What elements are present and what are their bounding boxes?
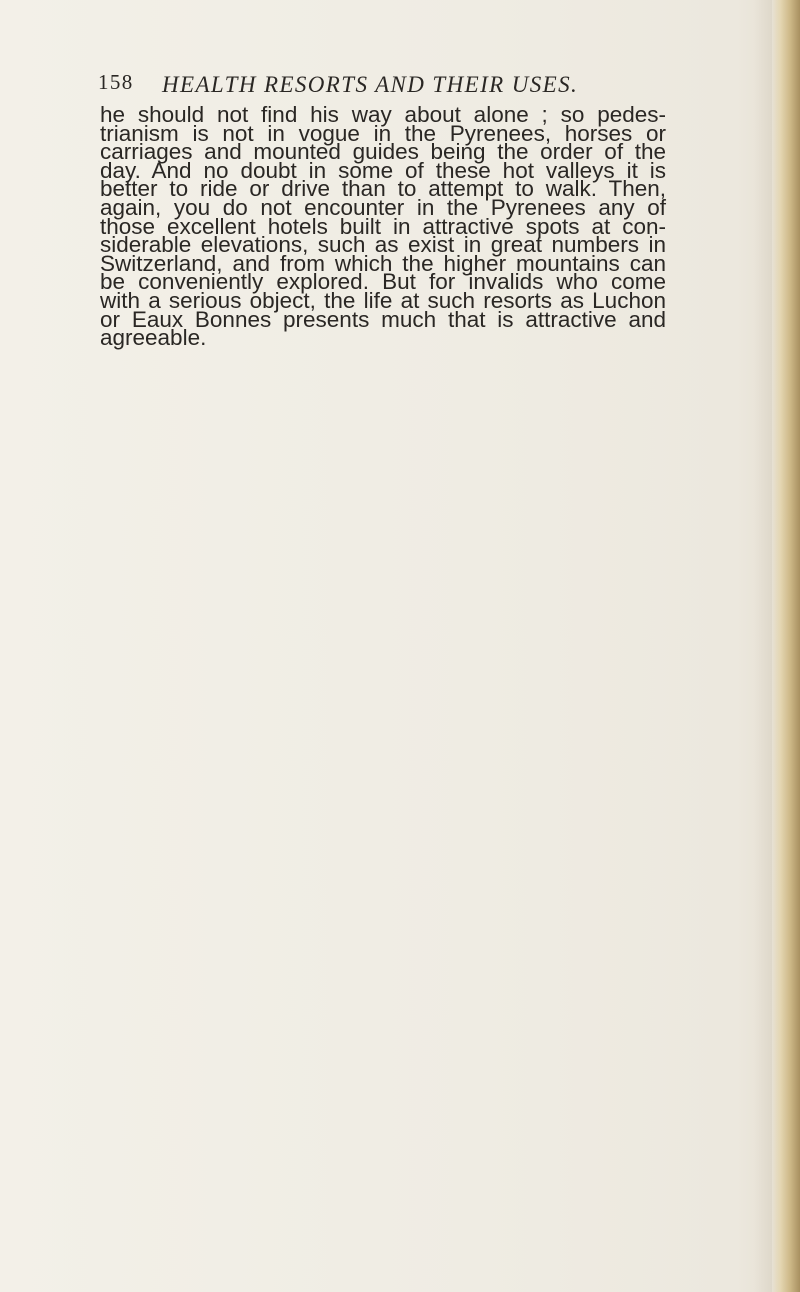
running-head [98,70,668,106]
text-line: those excellent hotels built in attractive spots at con- [100,213,666,239]
text-line: agreeable. [100,325,207,351]
text-line: carriages and mounted guides being the order of the [100,139,666,165]
text-line: he should not find his way about alone ; so pedes- [100,102,666,127]
page-edge [772,0,800,1292]
text-line: trianism is not in vogue in the Pyrenees, horses or [100,120,666,146]
text-line: siderable elevations, such as exist in great numbers in [100,232,666,258]
running-title: HEALTH RESORTS AND THEIR USES. [162,72,579,97]
text-line: be conveniently explored. But for invalids who come [100,269,666,295]
text-line: or Eaux Bonnes presents much that is attractive and [100,306,666,332]
text-line: again, you do not encounter in the Pyrenees any of [100,194,666,220]
text-line: day. And no doubt in some of these hot valleys it is [100,157,666,183]
body-paragraph [100,102,666,351]
text-line: with a serious object, the life at such resorts as Luchon [100,287,666,313]
text-line: better to ride or drive than to attempt to walk. Then, [100,176,666,202]
page-edge-shadow [754,0,772,1292]
page-number: 158 [98,70,134,94]
text-line: Switzerland, and from which the higher mountains can [100,250,666,276]
